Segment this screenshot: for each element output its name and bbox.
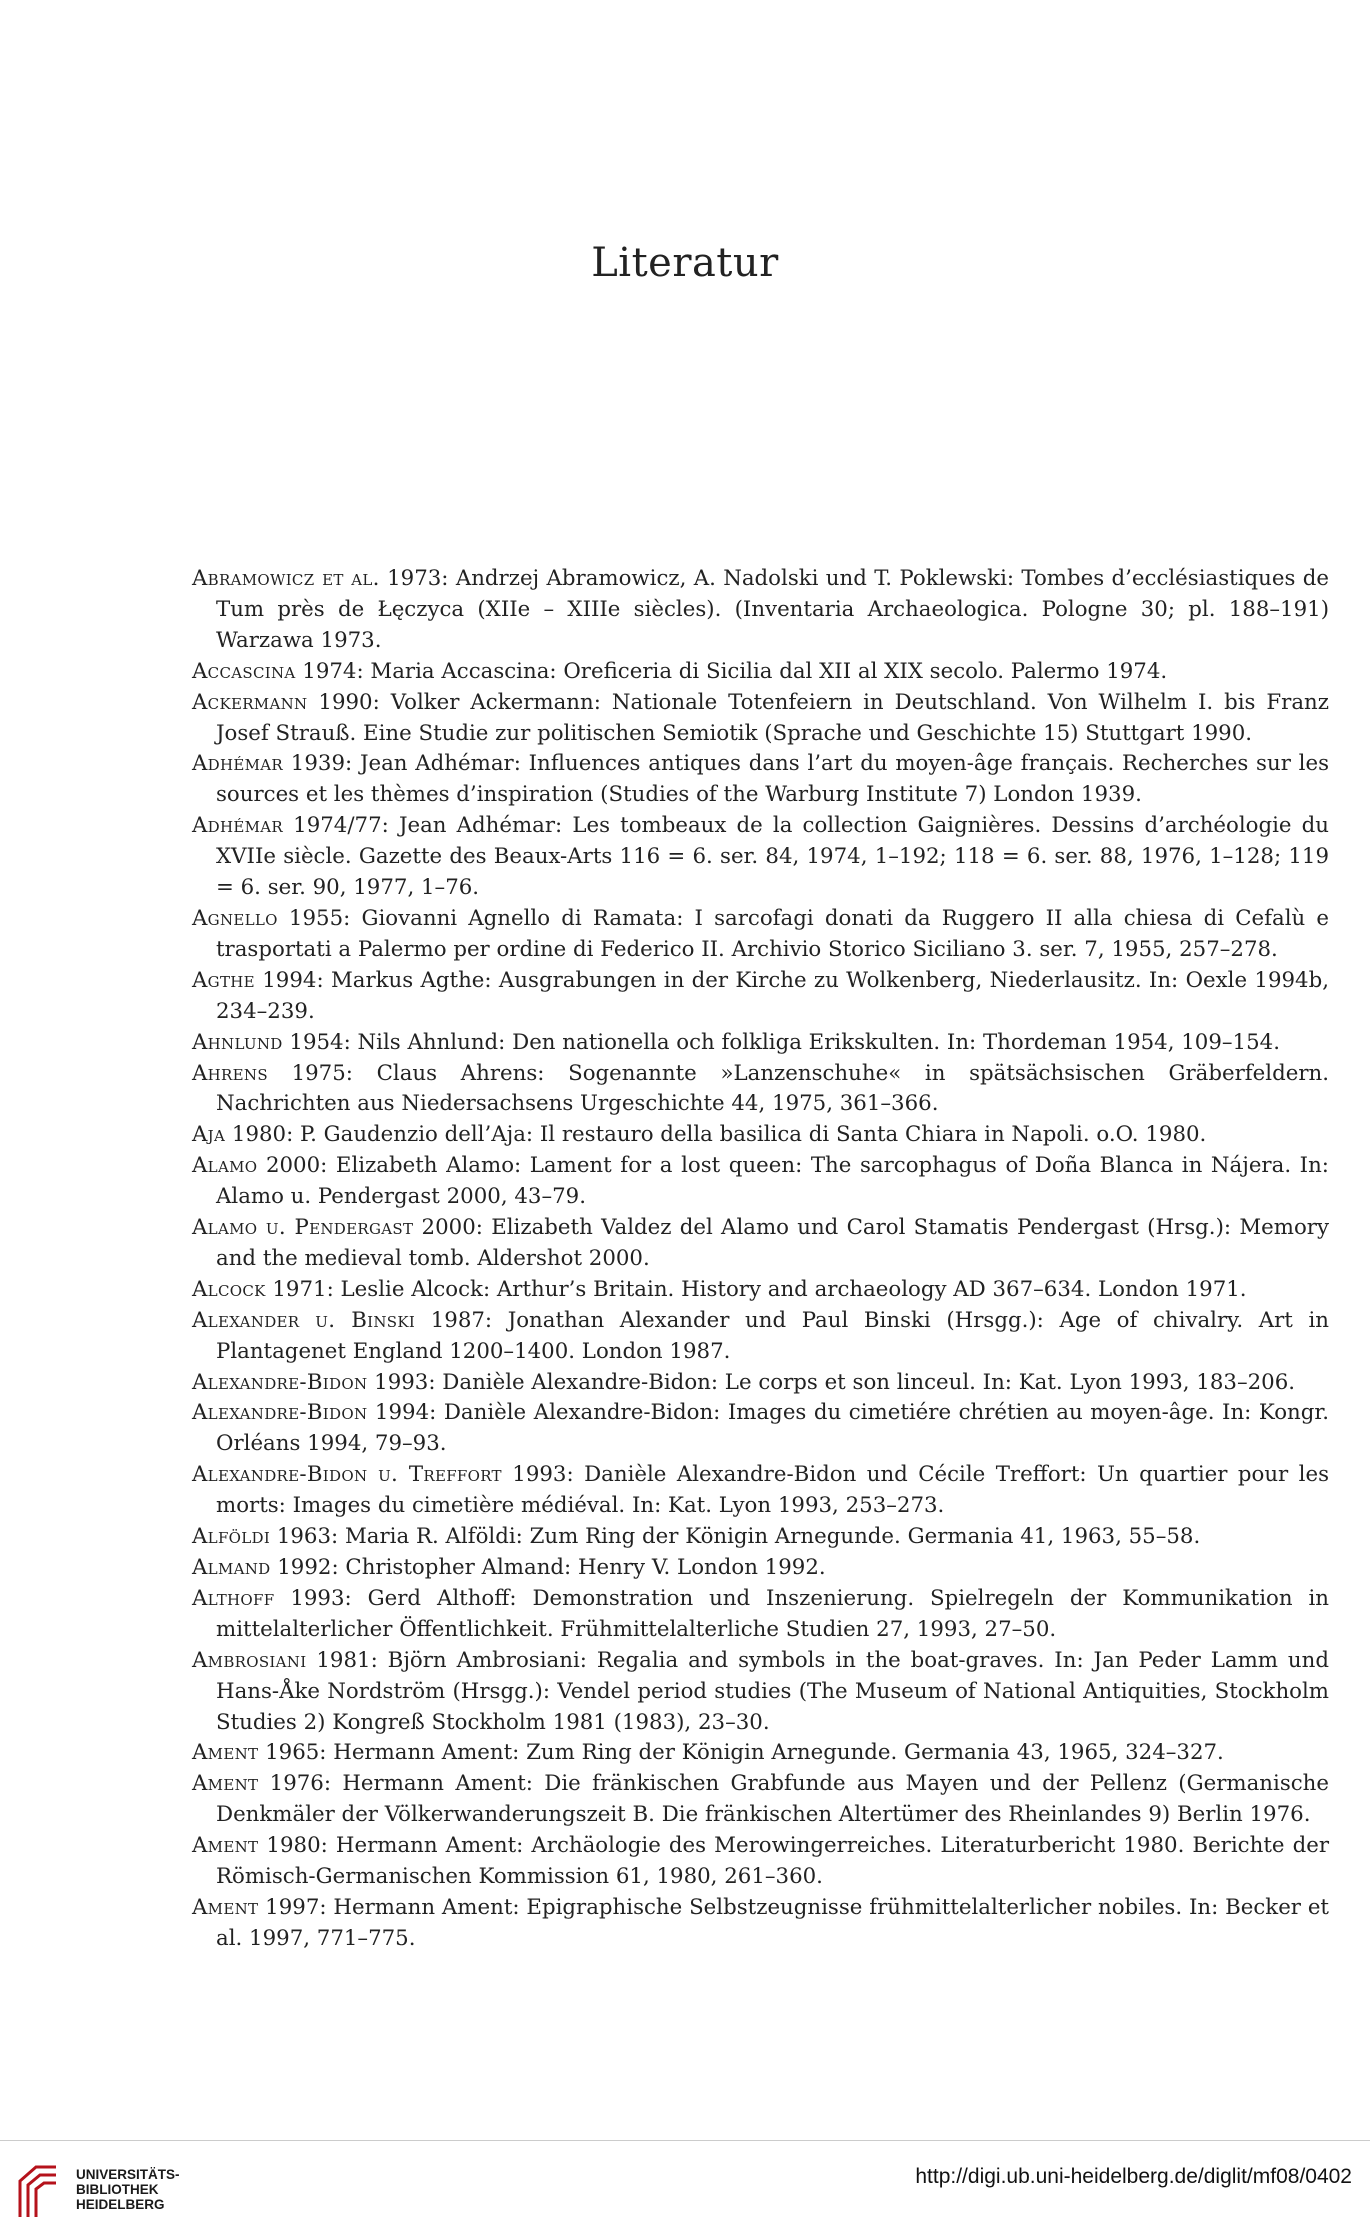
bibliography-entry [192, 1059, 1329, 1121]
bibliography-entry [192, 1553, 1329, 1584]
entry-citation: 1993: Danièle Alexandre-Bidon und Cécile Treffort: Un quartier pour les morts: Images du cimetière médiéval. In: Kat. Lyon 1993, 253–273. [216, 1462, 1329, 1519]
bibliography-entry [192, 1522, 1329, 1553]
entry-author: Ackermann [192, 689, 308, 715]
entry-author: Adhémar [192, 751, 284, 777]
entry-author: Alexandre-Bidon [192, 1369, 368, 1395]
entry-citation: 1994: Markus Agthe: Ausgrabungen in der Kirche zu Wolkenberg, Niederlausitz. In: Oexle 1994b, 234–239. [216, 967, 1329, 1024]
entry-citation: 1980: P. Gaudenzio dell’Aja: Il restauro della basilica di Santa Chiara in Napoli. o.O. 1980. [225, 1122, 1207, 1148]
entry-author: Almand [192, 1555, 271, 1580]
bibliography-entry [192, 1646, 1329, 1739]
entry-citation: 1987: Jonathan Alexander und Paul Binski (Hrsgg.): Age of chivalry. Art in Plantagenet England 1200–1400. London 1987. [216, 1307, 1329, 1364]
entry-author: Accascina [192, 658, 296, 684]
entry-author: Alamo u. Pendergast [192, 1215, 414, 1241]
entry-citation: 1994: Danièle Alexandre-Bidon: Images du cimetiére chrétien au moyen-âge. In: Kongr. Orléans 1994, 79–93. [216, 1400, 1329, 1457]
entry-author: Ahrens [192, 1060, 268, 1086]
bibliography-entry [192, 1398, 1329, 1460]
bibliography-entry [192, 657, 1329, 688]
bibliography-entry [192, 1769, 1329, 1831]
bibliography-entry [192, 811, 1329, 904]
entry-citation: 1992: Christopher Almand: Henry V. London 1992. [270, 1555, 826, 1580]
bibliography-entry [192, 1120, 1329, 1151]
bibliography-list [192, 564, 1329, 1955]
entry-author: Adhémar [192, 813, 284, 839]
entry-author: Ament [192, 1740, 259, 1766]
bibliography-entry [192, 904, 1329, 966]
entry-citation: 1963: Maria R. Alföldi: Zum Ring der Königin Arnegunde. Germania 41, 1963, 55–58. [270, 1524, 1201, 1550]
entry-citation: 1975: Claus Ahrens: Sogenannte »Lanzenschuhe« in spätsächsischen Gräberfeldern. Nachrichten aus Niedersachsens Urgeschichte 44, 1975, 361–366. [216, 1060, 1329, 1117]
entry-author: Alföldi [192, 1524, 271, 1550]
entry-citation: 1954: Nils Ahnlund: Den nationella och folkliga Erikskulten. In: Thordeman 1954, 109–154. [282, 1029, 1280, 1055]
page-title: Literatur [591, 240, 779, 286]
entry-citation: 1939: Jean Adhémar: Influences antiques dans l’art du moyen-âge français. Recherches sur les sources et les thèmes d’inspiration (Studies of the Warburg Institute 7) London 1939. [216, 751, 1329, 808]
library-logo-text [76, 2167, 180, 2212]
entry-citation: 1973: Andrzej Abramowicz, A. Nadolski und T. Poklewski: Tombes d’ecclésiastiques de Tum près de Łęczyca (XIIe – XIIIe siècles). (Inventaria Archaeologica. Pologne 30; pl. 188–191) Warzawa 1973. [216, 566, 1329, 653]
bibliography-entry [192, 1368, 1329, 1399]
bibliography-entry [192, 1738, 1329, 1769]
entry-author: Alexander u. Binski [192, 1307, 416, 1333]
entry-author: Ambrosiani [192, 1647, 307, 1673]
entry-author: Ament [192, 1771, 259, 1797]
bibliography-entry [192, 1213, 1329, 1275]
entry-citation: 1990: Volker Ackermann: Nationale Totenfeiern in Deutschland. Von Wilhelm I. bis Franz Josef Strauß. Eine Studie zur politischen Semiotik (Sprache und Geschichte 15) Stuttgart 1990. [216, 689, 1329, 746]
bibliography-entry [192, 1831, 1329, 1893]
entry-citation: 2000: Elizabeth Alamo: Lament for a lost queen: The sarcophagus of Doña Blanca in Nájera. In: Alamo u. Pendergast 2000, 43–79. [216, 1153, 1329, 1210]
bibliography-entry [192, 1306, 1329, 1368]
entry-author: Alcock [192, 1276, 266, 1302]
entry-citation: 1965: Hermann Ament: Zum Ring der Königin Arnegunde. Germania 43, 1965, 324–327. [258, 1740, 1224, 1766]
entry-author: Alamo [192, 1153, 258, 1179]
logo-line: BIBLIOTHEK [76, 2182, 159, 2197]
bibliography-entry [192, 1893, 1329, 1955]
entry-author: Abramowicz et al. [192, 566, 380, 591]
entry-citation: 1974/77: Jean Adhémar: Les tombeaux de la collection Gaignières. Dessins d’archéologie du XVIIe siècle. Gazette des Beaux-Arts 116 = 6. ser. 84, 1974, 1–192; 118 = 6. ser. 88, 1976, 1–128; 119 = 6. ser. 90, 1977, 1–76. [216, 813, 1329, 901]
entry-citation: 1976: Hermann Ament: Die fränkischen Grabfunde aus Mayen und der Pellenz (Germanische Denkmäler der Völkerwanderungszeit B. Die fränkischen Altertümer des Rheinlandes 9) Berlin 1976. [216, 1771, 1329, 1828]
library-logo-icon [14, 2159, 60, 2221]
entry-citation: 1955: Giovanni Agnello di Ramata: I sarcofagi donati da Ruggero II alla chiesa di Cefalù e trasportati a Palermo per ordine di Federico II. Archivio Storico Siciliano 3. ser. 7, 1955, 257–278. [216, 905, 1329, 962]
bibliography-entry [192, 688, 1329, 750]
footer [0, 2140, 1370, 2237]
entry-citation: 1997: Hermann Ament: Epigraphische Selbstzeugnisse frühmittelalterlicher nobiles. In: Becker et al. 1997, 771–775. [216, 1894, 1329, 1951]
entry-citation: 1980: Hermann Ament: Archäologie des Merowingerreiches. Literaturbericht 1980. Berichte der Römisch-Germanischen Kommission 61, 1980, 261–360. [216, 1833, 1329, 1890]
entry-author: Alexandre-Bidon [192, 1400, 368, 1426]
entry-author: Alexandre-Bidon u. Treffort [192, 1462, 502, 1488]
entry-author: Ahnlund [192, 1029, 283, 1055]
entry-author: Agthe [192, 967, 255, 993]
entry-citation: 1981: Björn Ambrosiani: Regalia and symbols in the boat-graves. In: Jan Peder Lamm und Hans-Åke Nordström (Hrsgg.): Vendel period studies (The Museum of National Antiquities, Stockholm Studies 2) Kongreß Stockholm 1981 (1983), 23–30. [216, 1647, 1329, 1735]
entry-author: Althoff [192, 1585, 275, 1611]
source-url-link[interactable]: http://digi.ub.uni-heidelberg.de/diglit/mf08/0402 [915, 2165, 1352, 2188]
bibliography-entry [192, 749, 1329, 811]
entry-author: Agnello [192, 905, 278, 931]
entry-citation: 1971: Leslie Alcock: Arthur’s Britain. History and archaeology AD 367–634. London 1971. [265, 1276, 1247, 1302]
bibliography-entry [192, 1151, 1329, 1213]
logo-line: HEIDELBERG [76, 2197, 165, 2212]
entry-citation: 1993: Gerd Althoff: Demonstration und Inszenierung. Spielregeln der Kommunikation in mittelalterlicher Öffentlichkeit. Frühmittelalterliche Studien 27, 1993, 27–50. [216, 1585, 1329, 1642]
bibliography-entry [192, 1584, 1329, 1646]
logo-line: UNIVERSITÄTS- [76, 2167, 180, 2182]
entry-author: Aja [192, 1122, 226, 1148]
entry-author: Ament [192, 1894, 259, 1920]
bibliography-entry [192, 1460, 1329, 1522]
bibliography-entry [192, 966, 1329, 1028]
entry-citation: 1974: Maria Accascina: Oreficeria di Sicilia dal XII al XIX secolo. Palermo 1974. [295, 658, 1168, 684]
entry-citation: 2000: Elizabeth Valdez del Alamo und Carol Stamatis Pendergast (Hrsg.): Memory and the medieval tomb. Aldershot 2000. [216, 1215, 1329, 1271]
bibliography-entry [192, 564, 1329, 657]
entry-citation: 1993: Danièle Alexandre-Bidon: Le corps et son linceul. In: Kat. Lyon 1993, 183–206. [367, 1369, 1296, 1395]
bibliography-entry [192, 1275, 1329, 1306]
entry-author: Ament [192, 1833, 259, 1859]
bibliography-entry [192, 1028, 1329, 1059]
